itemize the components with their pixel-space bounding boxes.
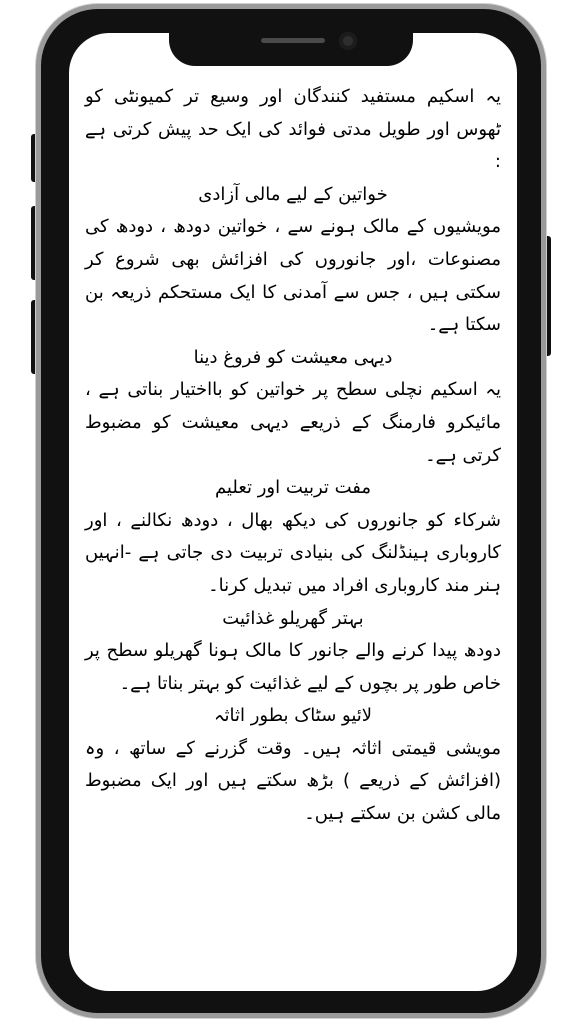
phone-screen — [69, 33, 517, 991]
section-heading-free-training: مفت تربیت اور تعلیم — [214, 477, 372, 499]
section-heading-rural-economy: دیہی معیشت کو فروغ دینا — [193, 346, 393, 368]
section-body-household-nutrition: دودھ پیدا کرنے والے جانور کا مالک ہونا گھریلو سطح پر خاص طور پر بچوں کے لیے غذائیت کو بہتر بناتا ہے۔ — [85, 640, 501, 694]
intro-paragraph: یہ اسکیم مستفید کنندگان اور وسیع تر کمیونٹی کو ٹھوس اور طویل مدتی فوائد کی ایک حد پیش کرتی ہے : — [85, 86, 501, 173]
phone-notch — [169, 28, 413, 66]
section-heading-household-nutrition: بہتر گھریلو غذائیت — [222, 607, 364, 629]
front-camera-icon — [339, 32, 357, 50]
section-heading-livestock-asset: لائیو سٹاک بطور اثاثہ — [213, 705, 373, 727]
section-body-free-training: شرکاء کو جانوروں کی دیکھ بھال ، دودھ نکالنے ، اور کاروباری ہینڈلنگ کی بنیادی تربیت دی جاتی ہے -انہیں ہنر مند کاروباری افراد میں تبدیل کرنا۔ — [85, 509, 501, 596]
section-body-financial-independence: مویشیوں کے مالک ہونے سے ، خواتین دودھ ، دودھ کی مصنوعات ،اور جانوروں کی افزائش بھی شروع کر سکتی ہیں ، جس سے آمدنی کا ایک مستحکم ذریعہ بن سکتا ہے۔ — [85, 216, 501, 336]
earpiece-speaker — [261, 38, 325, 43]
article-content — [85, 81, 501, 831]
section-body-livestock-asset: مویشی قیمتی اثاثہ ہیں۔ وقت گزرنے کے ساتھ ، وہ (افزائش کے ذریعے ) بڑھ سکتے ہیں اور ایک مضبوط مالی کشن بن سکتے ہیں۔ — [85, 737, 501, 825]
section-heading-financial-independence: خواتین کے لیے مالی آزادی — [198, 183, 388, 205]
section-body-rural-economy: یہ اسکیم نچلی سطح پر خواتین کو بااختیار بناتی ہے ، مائیکرو فارمنگ کے ذریعے دیہی معیشت کو مضبوط کرتی ہے۔ — [85, 379, 501, 466]
